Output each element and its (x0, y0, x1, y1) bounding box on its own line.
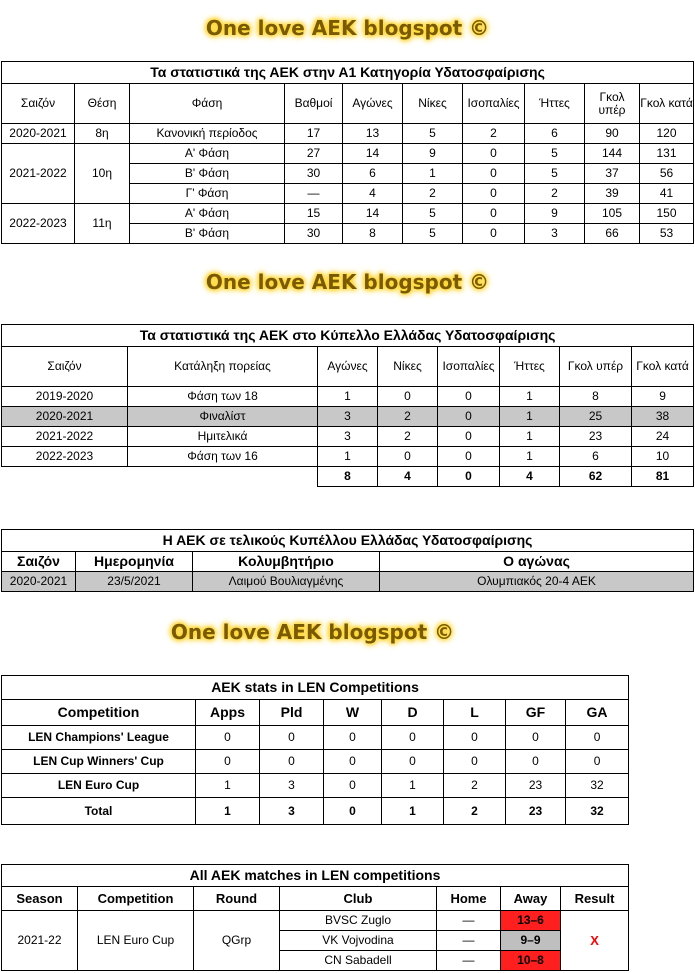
league-d-cell: 0 (463, 224, 525, 244)
len-stats-header-cell: Apps (196, 700, 260, 726)
league-w-cell: 9 (403, 144, 463, 164)
cup-row (2, 447, 694, 467)
cup-games-cell: 3 (318, 427, 378, 447)
len-stats-gf-cell: 0 (506, 726, 566, 750)
len-stats-row (2, 750, 629, 774)
len-match-season-cell: 2021-22 (2, 911, 78, 971)
league-row (2, 204, 694, 224)
league-d-cell: 2 (463, 124, 525, 144)
league-header-cell: Γκολ υπέρ (585, 84, 640, 124)
league-l-cell: 2 (525, 184, 585, 204)
league-w-cell: 1 (403, 164, 463, 184)
cup-header-cell: Σαιζόν (2, 347, 128, 387)
len-stats-w-cell: 0 (324, 774, 382, 798)
len-stats-total-d-cell: 1 (382, 798, 444, 825)
cup-header-cell: Κατάληξη πορείας (128, 347, 318, 387)
league-d-cell: 0 (463, 164, 525, 184)
league-phase-cell: Α' Φάση (130, 144, 285, 164)
league-header-cell: Σαιζόν (2, 84, 75, 124)
cup-result-cell: Φάση των 16 (128, 447, 318, 467)
league-pts-cell: 30 (285, 224, 343, 244)
len-stats-l-cell: 2 (444, 774, 506, 798)
cup-gf-cell: 8 (560, 387, 632, 407)
cup-gf-cell: 23 (560, 427, 632, 447)
len-stats-w-cell: 0 (324, 750, 382, 774)
len-stats-total-pld-cell: 3 (260, 798, 324, 825)
cup-w-cell: 2 (378, 407, 438, 427)
league-l-cell: 5 (525, 144, 585, 164)
len-stats-ga-cell: 0 (566, 726, 629, 750)
len-stats-comp-cell: LEN Champions' League (2, 726, 196, 750)
league-l-cell: 9 (525, 204, 585, 224)
league-phase-cell: Β' Φάση (130, 164, 285, 184)
len-stats-header-cell: D (382, 700, 444, 726)
len-stats-pld-cell: 0 (260, 750, 324, 774)
league-pts-cell: 30 (285, 164, 343, 184)
len-stats-gf-cell: 0 (506, 750, 566, 774)
finals-date-cell: 23/5/2021 (76, 572, 193, 592)
len-matches-header-cell: Away (501, 887, 561, 911)
len-match-club-cell: BVSC Zuglo (280, 911, 437, 931)
cup-gf-cell: 25 (560, 407, 632, 427)
league-ga-cell: 53 (640, 224, 694, 244)
len-stats-w-cell: 0 (324, 726, 382, 750)
cup-header-cell: Ισοπαλίες (438, 347, 500, 387)
cup-d-cell: 0 (438, 387, 500, 407)
len-stats-d-cell: 0 (382, 750, 444, 774)
cup-w-cell: 0 (378, 447, 438, 467)
len-stats-total-w-cell: 0 (324, 798, 382, 825)
len-stats-row (2, 774, 629, 798)
cup-d-cell: 0 (438, 427, 500, 447)
cup-l-cell: 1 (500, 387, 560, 407)
len-stats-total-comp-cell: Total (2, 798, 196, 825)
len-match-away-cell: 10–8 (501, 951, 561, 971)
league-row (2, 144, 694, 164)
len-stats-ga-cell: 32 (566, 774, 629, 798)
league-games-cell: 14 (343, 204, 403, 224)
league-header-cell: Ισοπαλίες (463, 84, 525, 124)
league-w-cell: 5 (403, 224, 463, 244)
cup-row (2, 407, 694, 427)
league-games-cell: 6 (343, 164, 403, 184)
cup-table-title: Τα στατιστικά της ΑΕΚ στο Κύπελλο Ελλάδας Υδατοσφαίρισης (2, 325, 694, 347)
cup-ga-cell: 10 (632, 447, 694, 467)
league-row (2, 124, 694, 144)
league-header-cell: Βαθμοί (285, 84, 343, 124)
len-stats-header-cell: L (444, 700, 506, 726)
len-stats-total-l-cell: 2 (444, 798, 506, 825)
totals-spacer (2, 467, 318, 487)
finals-table-title: Η ΑΕΚ σε τελικούς Κυπέλλου Ελλάδας Υδατοσφαίρισης (2, 530, 694, 552)
league-phase-cell: Γ' Φάση (130, 184, 285, 204)
cup-ga-cell: 38 (632, 407, 694, 427)
len-stats-apps-cell: 1 (196, 774, 260, 798)
cup-l-cell: 1 (500, 407, 560, 427)
len-stats-header-cell: Pld (260, 700, 324, 726)
league-season-cell: 2022-2023 (2, 204, 75, 244)
league-phase-cell: Α' Φάση (130, 204, 285, 224)
finals-header-cell: Ημερομηνία (76, 552, 193, 572)
league-games-cell: 8 (343, 224, 403, 244)
league-ga-cell: 131 (640, 144, 694, 164)
cup-result-cell: Ημιτελικά (128, 427, 318, 447)
league-gf-cell: 66 (585, 224, 640, 244)
cup-finals-table (1, 529, 694, 592)
cup-ga-cell: 24 (632, 427, 694, 447)
len-stats-comp-cell: LEN Cup Winners' Cup (2, 750, 196, 774)
cup-games-cell: 3 (318, 407, 378, 427)
len-match-row (2, 911, 629, 931)
len-match-club-cell: CN Sabadell (280, 951, 437, 971)
finals-match-cell: Ολυμπιακός 20-4 ΑΕΚ (380, 572, 694, 592)
len-stats-pld-cell: 3 (260, 774, 324, 798)
len-stats-d-cell: 1 (382, 774, 444, 798)
len-stats-apps-cell: 0 (196, 726, 260, 750)
len-match-away-cell: 13–6 (501, 911, 561, 931)
league-header-cell: Φάση (130, 84, 285, 124)
cup-row (2, 387, 694, 407)
len-stats-title: AEK stats in LEN Competitions (2, 676, 629, 700)
cup-l-cell: 1 (500, 447, 560, 467)
len-stats-l-cell: 0 (444, 726, 506, 750)
len-stats-ga-cell: 0 (566, 750, 629, 774)
len-match-home-cell: — (437, 931, 501, 951)
league-d-cell: 0 (463, 184, 525, 204)
blog-banner: One love AEK blogspot © (205, 16, 490, 40)
finals-pool-cell: Λαιμού Βουλιαγμένης (193, 572, 380, 592)
league-position-cell: 11η (75, 204, 130, 244)
len-stats-total-ga-cell: 32 (566, 798, 629, 825)
league-header-cell: Θέση (75, 84, 130, 124)
cup-l-cell: 1 (500, 427, 560, 447)
league-position-cell: 8η (75, 124, 130, 144)
cup-d-cell: 0 (438, 407, 500, 427)
cup-ga-cell: 9 (632, 387, 694, 407)
league-ga-cell: 150 (640, 204, 694, 224)
league-l-cell: 6 (525, 124, 585, 144)
cup-stats-table (1, 324, 694, 487)
len-matches-title: All AEK matches in LEN competitions (2, 865, 629, 887)
len-match-home-cell: — (437, 951, 501, 971)
len-matches-header-cell: Club (280, 887, 437, 911)
len-match-competition-cell: LEN Euro Cup (78, 911, 194, 971)
cup-total-losses: 4 (500, 467, 560, 487)
len-match-round-cell: QGrp (194, 911, 280, 971)
finals-season-cell: 2020-2021 (2, 572, 76, 592)
len-matches-header-cell: Season (2, 887, 78, 911)
len-stats-comp-cell: LEN Euro Cup (2, 774, 196, 798)
league-phase-cell: Κανονική περίοδος (130, 124, 285, 144)
league-pts-cell: 15 (285, 204, 343, 224)
league-d-cell: 0 (463, 204, 525, 224)
len-stats-header-cell: GF (506, 700, 566, 726)
len-stats-apps-cell: 0 (196, 750, 260, 774)
len-stats-header-cell: W (324, 700, 382, 726)
league-header-cell: Ήττες (525, 84, 585, 124)
len-matches-header-cell: Round (194, 887, 280, 911)
cup-total-wins: 4 (378, 467, 438, 487)
cup-games-cell: 1 (318, 447, 378, 467)
cup-header-cell: Αγώνες (318, 347, 378, 387)
len-match-result-cell: X (561, 911, 629, 971)
len-match-away-cell: 9–9 (501, 931, 561, 951)
len-stats-table (1, 675, 629, 825)
league-w-cell: 5 (403, 204, 463, 224)
cup-result-cell: Φιναλίστ (128, 407, 318, 427)
league-ga-cell: 56 (640, 164, 694, 184)
len-stats-pld-cell: 0 (260, 726, 324, 750)
len-stats-total-apps-cell: 1 (196, 798, 260, 825)
cup-w-cell: 0 (378, 387, 438, 407)
league-ga-cell: 120 (640, 124, 694, 144)
league-header-cell: Νίκες (403, 84, 463, 124)
finals-header-cell: Ο αγώνας (380, 552, 694, 572)
finals-header-cell: Σαιζόν (2, 552, 76, 572)
league-pts-cell: 17 (285, 124, 343, 144)
blog-banner: One love AEK blogspot © (170, 620, 455, 644)
league-header-cell: Γκολ κατά (640, 84, 694, 124)
cup-header-cell: Γκολ κατά (632, 347, 694, 387)
league-season-cell: 2021-2022 (2, 144, 75, 204)
cup-total-ga: 81 (632, 467, 694, 487)
cup-gf-cell: 6 (560, 447, 632, 467)
finals-row (2, 572, 694, 592)
cup-result-cell: Φάση των 18 (128, 387, 318, 407)
league-position-cell: 10η (75, 144, 130, 204)
len-stats-l-cell: 0 (444, 750, 506, 774)
league-l-cell: 5 (525, 164, 585, 184)
len-stats-total-gf-cell: 23 (506, 798, 566, 825)
league-games-cell: 13 (343, 124, 403, 144)
cup-season-cell: 2020-2021 (2, 407, 128, 427)
league-pts-cell: 27 (285, 144, 343, 164)
league-table-title: Τα στατιστικά της ΑΕΚ στην Α1 Κατηγορία Υδατοσφαίρισης (2, 62, 694, 84)
league-stats-table (1, 61, 694, 244)
len-stats-total-row (2, 798, 629, 825)
len-matches-table (1, 864, 629, 971)
len-stats-header-cell: Competition (2, 700, 196, 726)
league-gf-cell: 105 (585, 204, 640, 224)
cup-header-cell: Νίκες (378, 347, 438, 387)
cup-season-cell: 2019-2020 (2, 387, 128, 407)
league-season-cell: 2020-2021 (2, 124, 75, 144)
league-phase-cell: Β' Φάση (130, 224, 285, 244)
cup-season-cell: 2022-2023 (2, 447, 128, 467)
len-matches-header-cell: Home (437, 887, 501, 911)
cup-header-cell: Γκολ υπέρ (560, 347, 632, 387)
league-d-cell: 0 (463, 144, 525, 164)
cup-total-gf: 62 (560, 467, 632, 487)
len-match-club-cell: VK Vojvodina (280, 931, 437, 951)
league-gf-cell: 37 (585, 164, 640, 184)
len-stats-row (2, 726, 629, 750)
cup-games-cell: 1 (318, 387, 378, 407)
cup-total-games: 8 (318, 467, 378, 487)
cup-row (2, 427, 694, 447)
len-matches-header-cell: Competition (78, 887, 194, 911)
cup-header-cell: Ήττες (500, 347, 560, 387)
league-header-cell: Αγώνες (343, 84, 403, 124)
cup-w-cell: 2 (378, 427, 438, 447)
league-gf-cell: 144 (585, 144, 640, 164)
len-stats-gf-cell: 23 (506, 774, 566, 798)
cup-total-draws: 0 (438, 467, 500, 487)
league-gf-cell: 39 (585, 184, 640, 204)
len-matches-header-cell: Result (561, 887, 629, 911)
cup-season-cell: 2021-2022 (2, 427, 128, 447)
league-games-cell: 4 (343, 184, 403, 204)
len-stats-d-cell: 0 (382, 726, 444, 750)
finals-header-cell: Κολυμβητήριο (193, 552, 380, 572)
league-w-cell: 5 (403, 124, 463, 144)
cup-d-cell: 0 (438, 447, 500, 467)
league-l-cell: 3 (525, 224, 585, 244)
len-match-home-cell: — (437, 911, 501, 931)
league-w-cell: 2 (403, 184, 463, 204)
len-stats-header-cell: GA (566, 700, 629, 726)
blog-banner: One love AEK blogspot © (205, 270, 490, 294)
league-pts-cell: — (285, 184, 343, 204)
league-gf-cell: 90 (585, 124, 640, 144)
league-games-cell: 14 (343, 144, 403, 164)
league-ga-cell: 41 (640, 184, 694, 204)
